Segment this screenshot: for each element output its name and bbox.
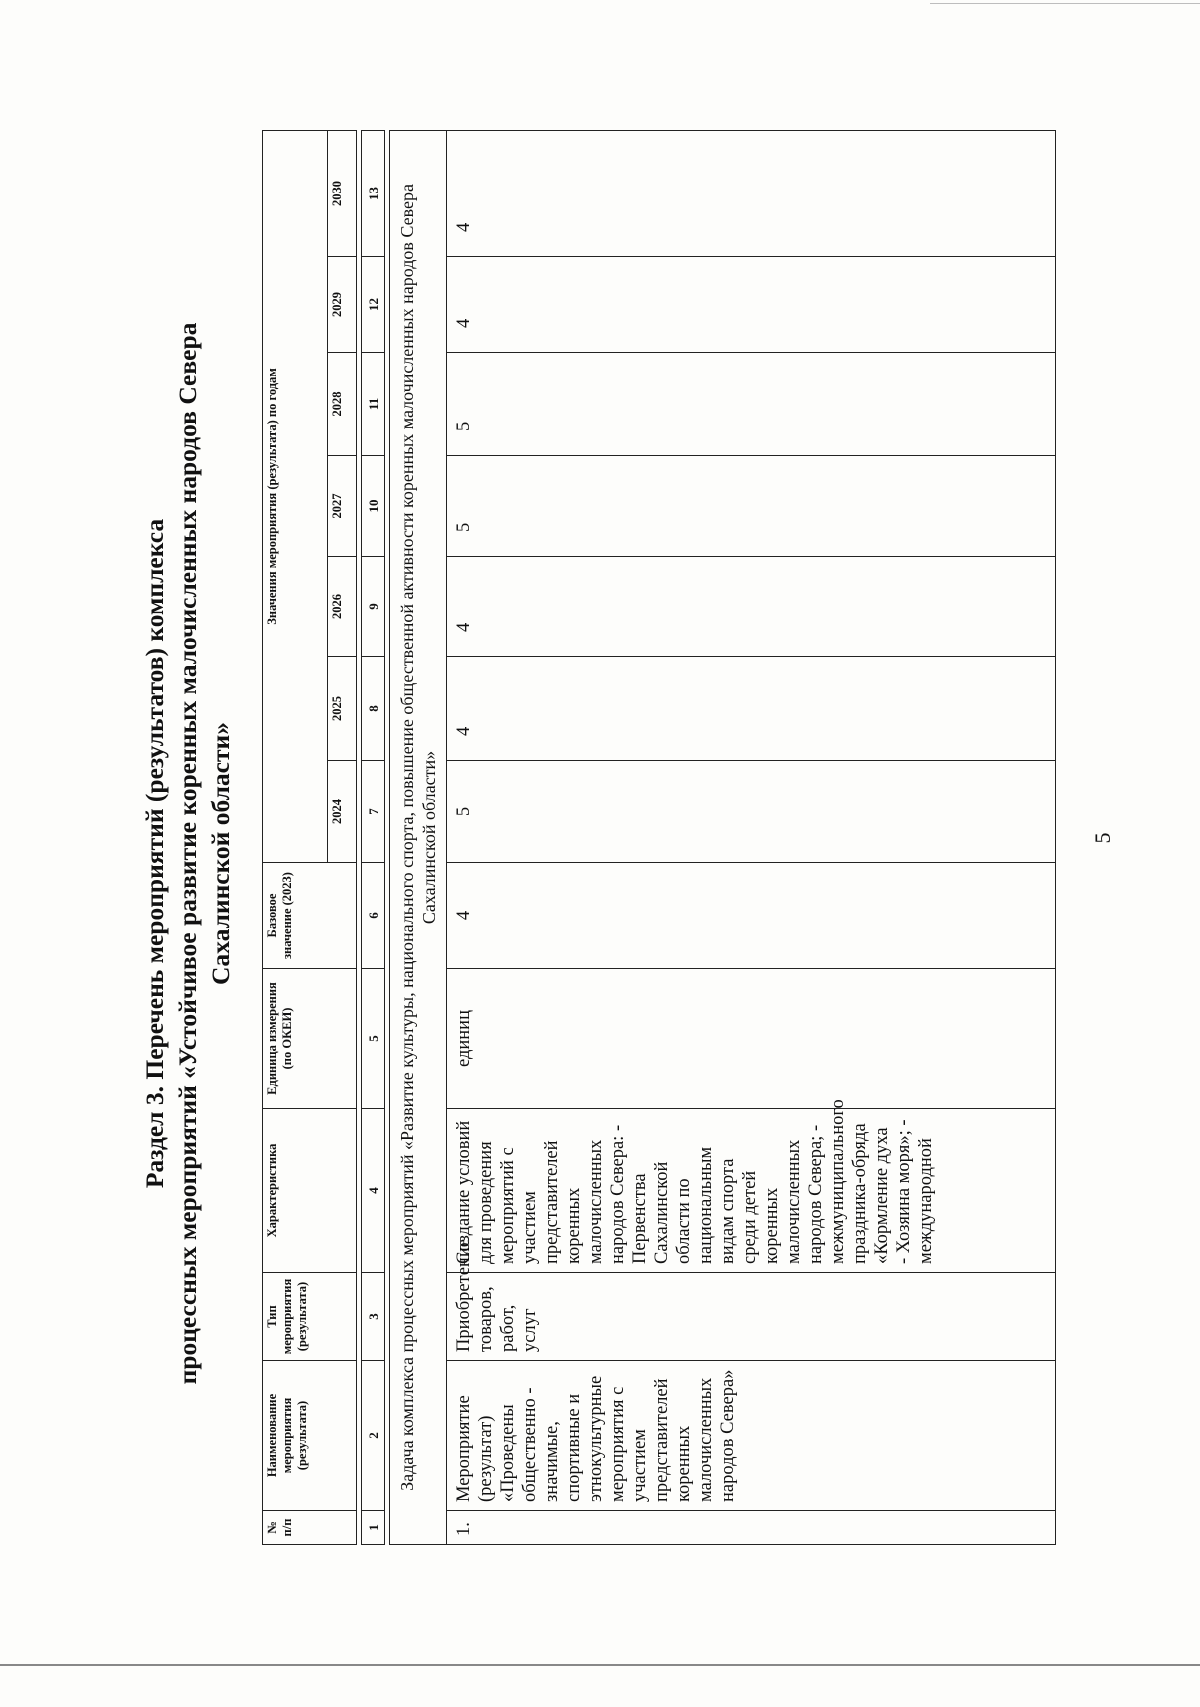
row-year-value: 5 [447,353,1056,456]
header-year: 2026 [328,557,357,657]
row-name: Мероприятие (результат) «Проведены общественно - значимые, спортивные и этнокультурные мероприятия с участием представителей коренных малочисленных народов Севера» [447,1361,1056,1511]
column-number: 3 [362,1273,385,1361]
header-row [263,130,328,1544]
header-year: 2024 [328,761,357,863]
column-number: 9 [362,557,385,657]
header-name: Наименование мероприятия (результата) [263,1361,357,1511]
column-number: 8 [362,657,385,761]
header-unit: Единица измерения (по ОКЕИ) [263,969,357,1109]
column-number: 13 [362,130,385,256]
column-number: 12 [362,257,385,353]
row-unit: единиц [447,969,1056,1109]
row-characteristic: Создание условий для проведения мероприятий с участием представителей коренных малочисленных народов Севера: - Первенства Сахалинской области по национальным видам спорта среди детей коренных малочисленных народов Севера; - межмуниципального праздника-обряда «Кормление духа - Хозяина моря»; - международной [447,1109,1056,1273]
row-year-value: 4 [447,657,1056,761]
header-num: № п/п [263,1511,357,1545]
row-year-value: 4 [447,557,1056,657]
header-year: 2025 [328,657,357,761]
page-number: 5 [1090,832,1115,844]
column-number: 7 [362,761,385,863]
header-base: Базовое значение (2023) [263,863,357,969]
column-number: 11 [362,353,385,456]
title-line-1: Раздел 3. Перечень мероприятий (результатов) комплекса [140,518,169,1189]
row-base-value: 4 [447,863,1056,969]
row-year-value: 4 [447,257,1056,353]
header-year: 2030 [328,130,357,256]
column-number: 1 [362,1511,385,1545]
column-number: 6 [362,863,385,969]
row-number: 1. [447,1511,1056,1545]
section-title [138,0,237,1707]
header-year: 2028 [328,353,357,456]
measures-table [262,130,1056,1545]
header-year: 2027 [328,456,357,557]
column-number: 5 [362,969,385,1109]
header-year: 2029 [328,257,357,353]
column-number-row [362,130,385,1544]
task-row [390,130,447,1544]
header-type: Тип мероприятия (результата) [263,1273,357,1361]
row-type: Приобретение товаров, работ, услуг [447,1273,1056,1361]
column-number: 4 [362,1109,385,1273]
row-year-value: 4 [447,130,1056,256]
header-characteristic: Характеристика [263,1109,357,1273]
row-year-value: 5 [447,761,1056,863]
title-line-2: процессных мероприятий «Устойчивое развитие коренных малочисленных народов Севера [173,322,202,1385]
column-number: 10 [362,456,385,557]
header-years-group: Значения мероприятия (результата) по годам [263,130,328,862]
table-row [447,130,1056,1544]
title-line-3: Сахалинской области» [206,722,235,985]
column-number: 2 [362,1361,385,1511]
row-year-value: 5 [447,456,1056,557]
task-text: Задача комплекса процессных мероприятий «Развитие культуры, национального спорта, повышение общественной активности коренных малочисленных народов Севера Сахалинской области» [390,130,447,1544]
